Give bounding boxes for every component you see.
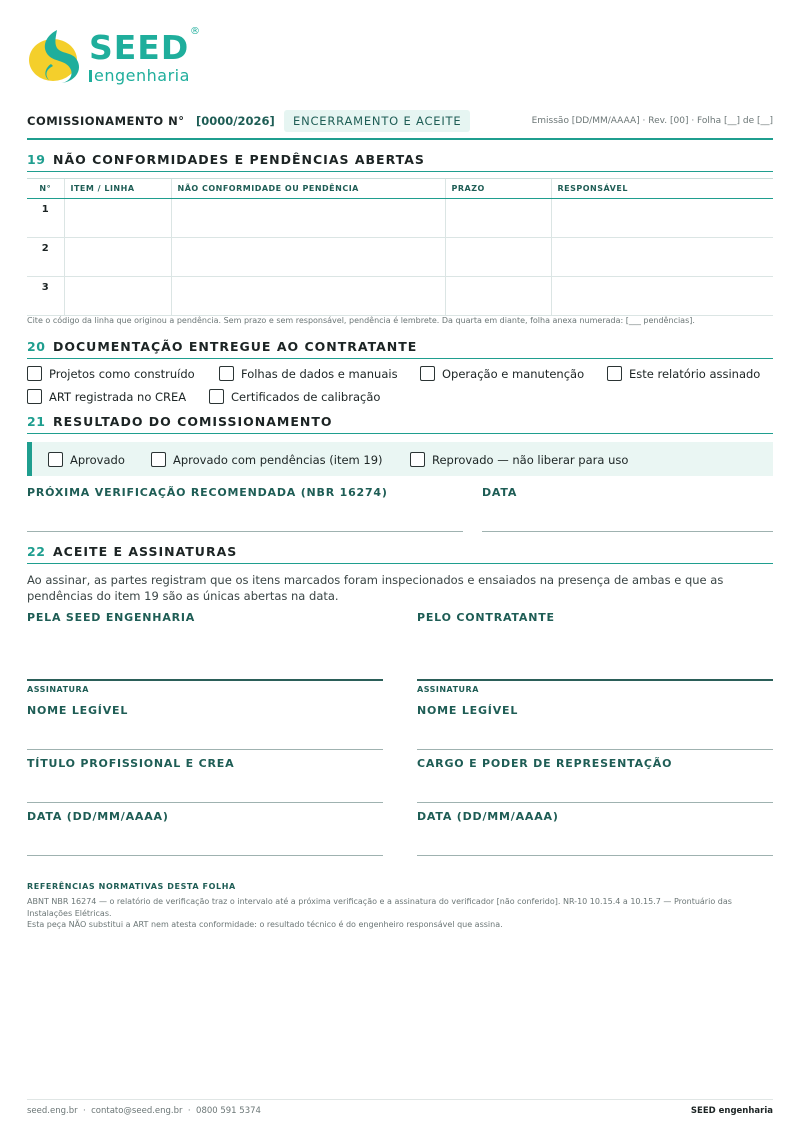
table-header-row (27, 179, 773, 199)
checkbox-box[interactable] (607, 366, 622, 381)
responsible-cell[interactable] (551, 199, 773, 238)
section-number: 19 (27, 152, 46, 167)
seed-date-field[interactable] (27, 855, 383, 856)
table-row (27, 238, 773, 277)
client-name-label: NOME LEGÍVEL (417, 704, 519, 717)
checkbox-operation-maintenance[interactable]: Operação e manutenção (420, 366, 584, 381)
seed-title-label: TÍTULO PROFISSIONAL E CREA (27, 757, 235, 770)
nonconformity-cell[interactable] (171, 277, 445, 316)
checkbox-datasheets[interactable]: Folhas de dados e manuais (219, 366, 398, 381)
seed-signature-field[interactable] (27, 679, 383, 681)
item-line-cell[interactable] (64, 199, 171, 238)
registered-mark: ® (190, 26, 200, 37)
responsible-cell[interactable] (551, 238, 773, 277)
section-number: 20 (27, 339, 46, 354)
checkbox-box[interactable] (420, 366, 435, 381)
header-divider (27, 138, 773, 140)
footer-brand: SEED engenharia (690, 1106, 773, 1116)
section-21-header (27, 412, 773, 434)
next-verification-field[interactable] (27, 531, 463, 532)
checkbox-box[interactable] (209, 389, 224, 404)
section-19-header (27, 150, 773, 172)
nonconformity-cell[interactable] (171, 199, 445, 238)
option-rejected[interactable]: Reprovado — não liberar para uso (410, 452, 628, 467)
brand-name: SEED (89, 28, 190, 67)
document-type-badge: ENCERRAMENTO E ACEITE (284, 110, 470, 132)
next-verification-date-field[interactable] (482, 531, 773, 532)
section-number: 22 (27, 544, 46, 559)
issue-meta: Emissão [DD/MM/AAAA] · Rev. [00] · Folha [__] de [__] (531, 116, 773, 126)
acceptance-statement: Ao assinar, as partes registram que os itens marcados foram inspecionados e ensaiados na presença de ambas e que as pendências do item 19 são as únicas abertas na data. (27, 573, 724, 603)
option-approved-with-pending[interactable]: Aprovado com pendências (item 19) (151, 452, 383, 467)
row-number: 1 (27, 199, 64, 238)
reference-line: ABNT NBR 16274 — o relatório de verificação traz o intervalo até a próxima verificação e a assinatura do verificador [não conferido]. NR-10 10.15.4 a 10.15.7 — Prontuário das Instalações Elétricas. (27, 897, 732, 918)
deadline-cell[interactable] (445, 277, 551, 316)
seed-signature-label: ASSINATURA (27, 685, 89, 694)
next-verification-date-label: DATA (482, 486, 518, 499)
commission-header (27, 110, 773, 132)
client-date-label: DATA (DD/MM/AAAA) (417, 810, 559, 823)
item-line-cell[interactable] (64, 277, 171, 316)
deadline-cell[interactable] (445, 199, 551, 238)
commission-label: COMISSIONAMENTO N° (27, 114, 185, 128)
client-signature-label: ASSINATURA (417, 685, 479, 694)
checkbox-box[interactable] (27, 389, 42, 404)
section-title: DOCUMENTAÇÃO ENTREGUE AO CONTRATANTE (53, 339, 418, 354)
brand-subtitle: engenharia (89, 66, 190, 85)
row-number: 3 (27, 277, 64, 316)
col-responsible: RESPONSÁVEL (551, 179, 773, 199)
option-approved[interactable]: Aprovado (48, 452, 125, 467)
section-title: RESULTADO DO COMISSIONAMENTO (53, 414, 333, 429)
client-title-label: CARGO E PODER DE REPRESENTAÇÃO (417, 757, 673, 770)
checkbox-box[interactable] (27, 366, 42, 381)
table-row (27, 277, 773, 316)
seed-date-label: DATA (DD/MM/AAAA) (27, 810, 169, 823)
section-22-header (27, 542, 773, 564)
section-20-header (27, 337, 773, 359)
checkbox-signed-report[interactable]: Este relatório assinado (607, 366, 760, 381)
reference-line: Esta peça NÃO substitui a ART nem atesta conformidade: o resultado técnico é do engenheiro responsável que assina. (27, 920, 503, 929)
section-title: ACEITE E ASSINATURAS (53, 544, 238, 559)
references-title: REFERÊNCIAS NORMATIVAS DESTA FOLHA (27, 882, 236, 891)
responsible-cell[interactable] (551, 277, 773, 316)
footer-contact: seed.eng.br · contato@seed.eng.br · 0800 591 5374 (27, 1106, 261, 1116)
references-text (27, 896, 773, 931)
item-line-cell[interactable] (64, 238, 171, 277)
result-options (27, 442, 773, 476)
col-deadline: PRAZO (445, 179, 551, 199)
next-verification-label: PRÓXIMA VERIFICAÇÃO RECOMENDADA (NBR 16274) (27, 486, 388, 499)
col-number: N° (27, 179, 64, 199)
client-date-field[interactable] (417, 855, 773, 856)
row-number: 2 (27, 238, 64, 277)
client-signature-field[interactable] (417, 679, 773, 681)
checkbox-calibration-certificates[interactable]: Certificados de calibração (209, 389, 380, 404)
section-number: 21 (27, 414, 46, 429)
checkbox-box[interactable] (410, 452, 425, 467)
pending-items-table (27, 178, 773, 316)
footer-divider (27, 1099, 773, 1100)
deadline-cell[interactable] (445, 238, 551, 277)
col-item-line: ITEM / LINHA (64, 179, 171, 199)
table-note: Cite o código da linha que originou a pendência. Sem prazo e sem responsável, pendência é lembrete. Da quarta em diante, folha anexa numerada: [___ pendências]. (27, 316, 695, 325)
commission-number-field[interactable]: [0000/2026] (196, 114, 275, 128)
seed-name-field[interactable] (27, 749, 383, 750)
checkbox-box[interactable] (48, 452, 63, 467)
seed-name-label: NOME LEGÍVEL (27, 704, 129, 717)
nonconformity-cell[interactable] (171, 238, 445, 277)
checkbox-box[interactable] (151, 452, 166, 467)
client-title-field[interactable] (417, 802, 773, 803)
col-nonconformity: NÃO CONFORMIDADE OU PENDÊNCIA (171, 179, 445, 199)
seed-logo (27, 26, 217, 86)
checkbox-art-registered[interactable]: ART registrada no CREA (27, 389, 186, 404)
seed-logo-mark-icon (27, 26, 83, 84)
client-signatory-heading: PELO CONTRATANTE (417, 611, 555, 624)
table-row (27, 199, 773, 238)
section-title: NÃO CONFORMIDADES E PENDÊNCIAS ABERTAS (53, 152, 425, 167)
checkbox-as-built[interactable]: Projetos como construído (27, 366, 195, 381)
seed-signatory-heading: PELA SEED ENGENHARIA (27, 611, 196, 624)
checkbox-box[interactable] (219, 366, 234, 381)
client-name-field[interactable] (417, 749, 773, 750)
seed-title-field[interactable] (27, 802, 383, 803)
